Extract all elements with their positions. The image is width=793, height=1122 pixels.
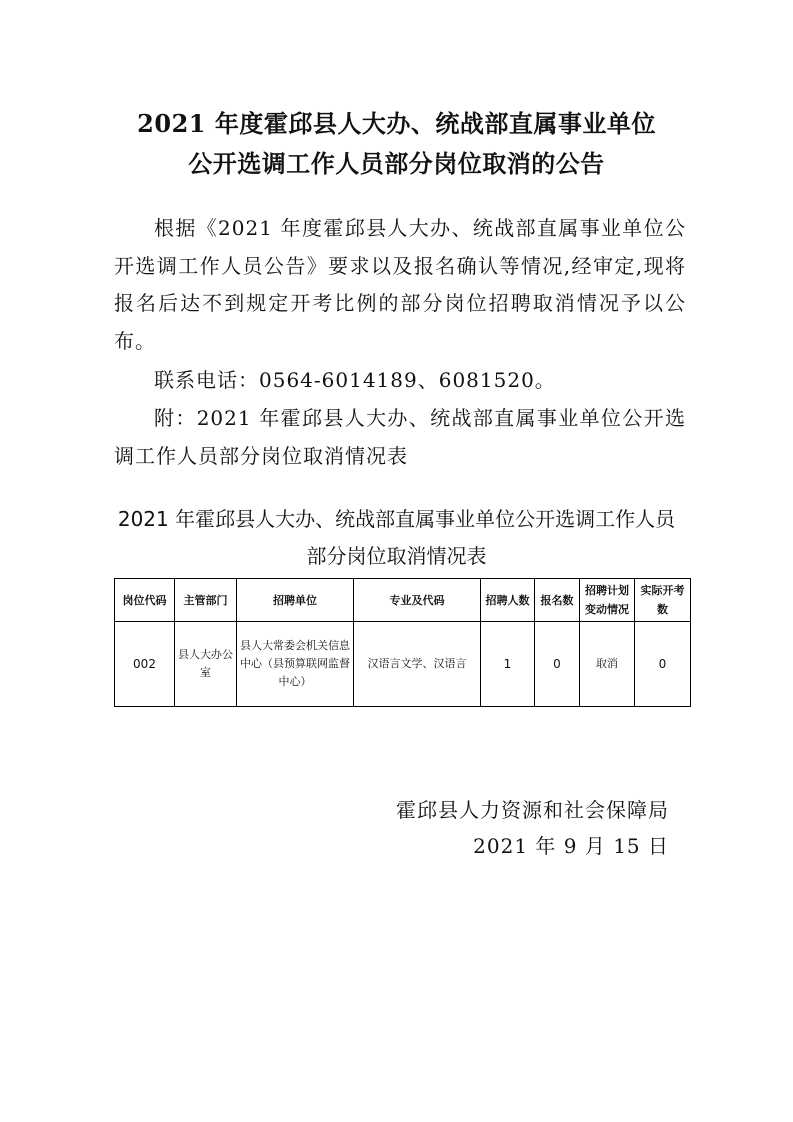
header-department: 主管部门 — [175, 579, 237, 622]
table-row — [115, 622, 691, 707]
cell-department: 县人大办公室 — [175, 622, 237, 707]
contact-phone-paragraph: 联系电话：0564-6014189、6081520。 — [154, 368, 556, 392]
document-title-line-1: 2021 年度霍邱县人大办、统战部直属事业单位 — [137, 109, 656, 138]
cell-actual-exam-count: 0 — [635, 622, 691, 707]
cancellation-table — [114, 578, 691, 707]
signature-organization: 霍邱县人力资源和社会保障局 — [396, 798, 669, 822]
body-paragraph-1: 根据《2021 年度霍邱县人大办、统战部直属事业单位公开选调工作人员公告》要求以及报名确认等情况,经审定,现将报名后达不到规定开考比例的部分岗位招聘取消情况予以公布。 — [114, 216, 686, 353]
cell-major-code: 汉语言文学、汉语言 — [354, 622, 481, 707]
header-position-code: 岗位代码 — [115, 579, 175, 622]
table-header-row — [115, 579, 691, 622]
signature-date: 2021 年 9 月 15 日 — [473, 834, 669, 858]
cell-hiring-unit: 县人大常委会机关信息中心（县预算联网监督中心） — [237, 622, 354, 707]
header-hiring-count: 招聘人数 — [481, 579, 535, 622]
document-title-line-2: 公开选调工作人员部分岗位取消的公告 — [188, 149, 605, 178]
header-plan-change: 招聘计划变动情况 — [580, 579, 635, 622]
attachment-paragraph: 附：2021 年霍邱县人大办、统战部直属事业单位公开选调工作人员部分岗位取消情况表 — [114, 406, 686, 468]
header-applicant-count: 报名数 — [535, 579, 580, 622]
cell-hiring-count: 1 — [481, 622, 535, 707]
table-title-line-2: 部分岗位取消情况表 — [306, 544, 487, 568]
cell-applicant-count: 0 — [535, 622, 580, 707]
header-actual-exam-count: 实际开考数 — [635, 579, 691, 622]
header-major-code: 专业及代码 — [354, 579, 481, 622]
table-title-line-1: 2021 年霍邱县人大办、统战部直属事业单位公开选调工作人员 — [117, 507, 676, 531]
cell-position-code: 002 — [115, 622, 175, 707]
cell-plan-change: 取消 — [580, 622, 635, 707]
header-hiring-unit: 招聘单位 — [237, 579, 354, 622]
